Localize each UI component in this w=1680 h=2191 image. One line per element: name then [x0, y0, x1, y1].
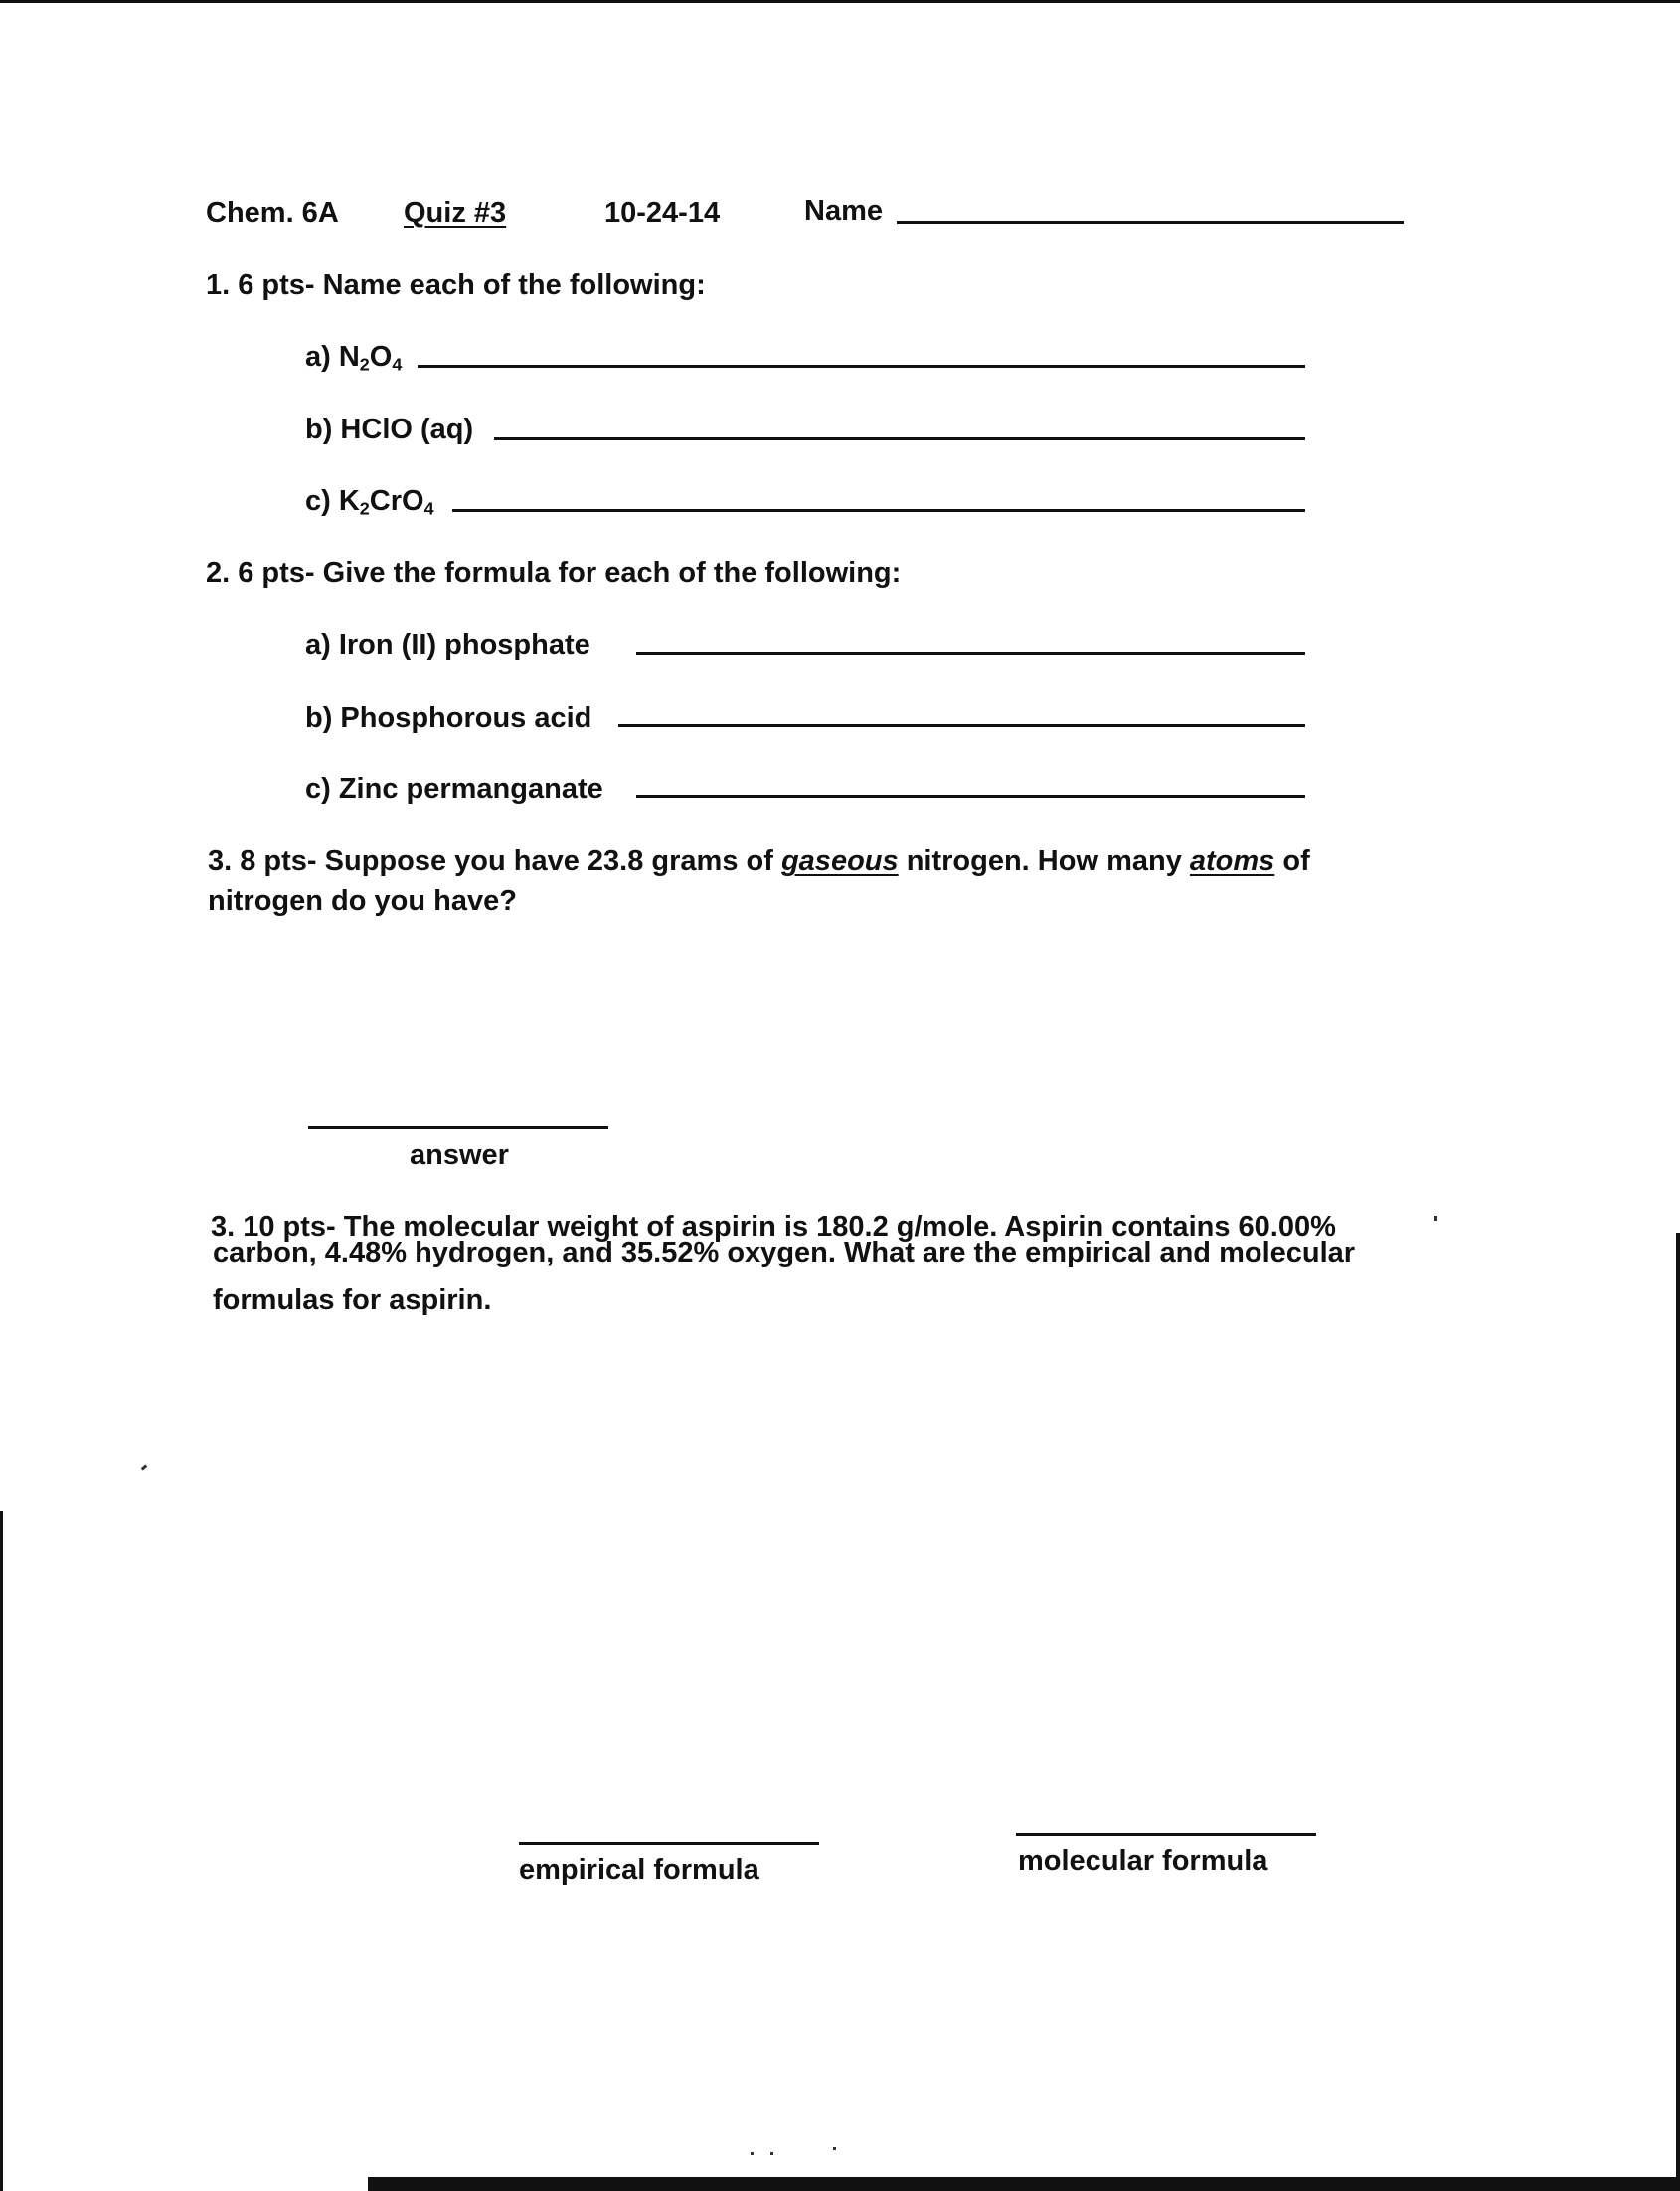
name-label: Name [804, 195, 883, 227]
q2b-label: b) Phosphorous acid [305, 702, 592, 734]
scan-speck [833, 2147, 836, 2150]
molecular-formula-line[interactable] [1016, 1833, 1316, 1836]
q2c-answer-line[interactable] [636, 795, 1305, 798]
q1b-answer-line[interactable] [494, 437, 1305, 440]
q1c-answer-line[interactable] [452, 509, 1305, 512]
quiz-date: 10-24-14 [604, 197, 721, 229]
q4-line1: 3. 10 pts- The molecular weight of aspirin is 180.2 g/mole. Aspirin contains 60.00% [211, 1211, 1336, 1243]
q3-emphasis-gaseous: gaseous [780, 845, 899, 877]
q4-line2: carbon, 4.48% hydrogen, and 35.52% oxygen. What are the empirical and molecular [213, 1237, 1356, 1268]
name-field-line[interactable] [897, 221, 1404, 224]
molecular-formula-label: molecular formula [1018, 1845, 1268, 1877]
q3-line1: 3. 8 pts- Suppose you have 23.8 grams of gaseous nitrogen. How many atoms of [208, 845, 1310, 877]
q1-heading: 1. 6 pts- Name each of the following: [206, 269, 706, 301]
course-label: Chem. 6A [206, 197, 339, 229]
scan-right-edge [1676, 1233, 1680, 2191]
q4-line3: formulas for aspirin. [213, 1284, 492, 1316]
empirical-formula-label: empirical formula [519, 1854, 759, 1886]
q1c-label: c) $K_2CrO_4$ [305, 485, 434, 519]
empirical-formula-line[interactable] [519, 1842, 819, 1845]
q2b-answer-line[interactable] [618, 724, 1305, 727]
scan-bottom-edge [368, 2177, 1680, 2191]
q2a-label: a) Iron (II) phosphate [305, 629, 590, 661]
scan-speck [751, 2152, 754, 2155]
q3-emphasis-atoms: atoms [1189, 845, 1275, 877]
q2c-label: c) Zinc permanganate [305, 773, 603, 805]
q2-heading: 2. 6 pts- Give the formula for each of the following: [206, 557, 902, 589]
scan-speck [141, 1464, 148, 1470]
scan-top-edge [0, 0, 1680, 3]
q3-line2: nitrogen do you have? [208, 885, 517, 917]
scan-speck [1434, 1216, 1437, 1221]
quiz-title: Quiz #3 [404, 197, 507, 229]
q3-answer-label: answer [410, 1139, 509, 1171]
q2a-answer-line[interactable] [636, 652, 1305, 655]
q1a-answer-line[interactable] [418, 365, 1305, 368]
q1b-label: b) HClO (aq) [305, 414, 474, 445]
q3-answer-line[interactable] [308, 1126, 608, 1129]
q1a-label: a) $N_2O_4$ [305, 341, 403, 375]
scan-left-edge [0, 1511, 3, 2191]
scan-speck [770, 2152, 773, 2155]
